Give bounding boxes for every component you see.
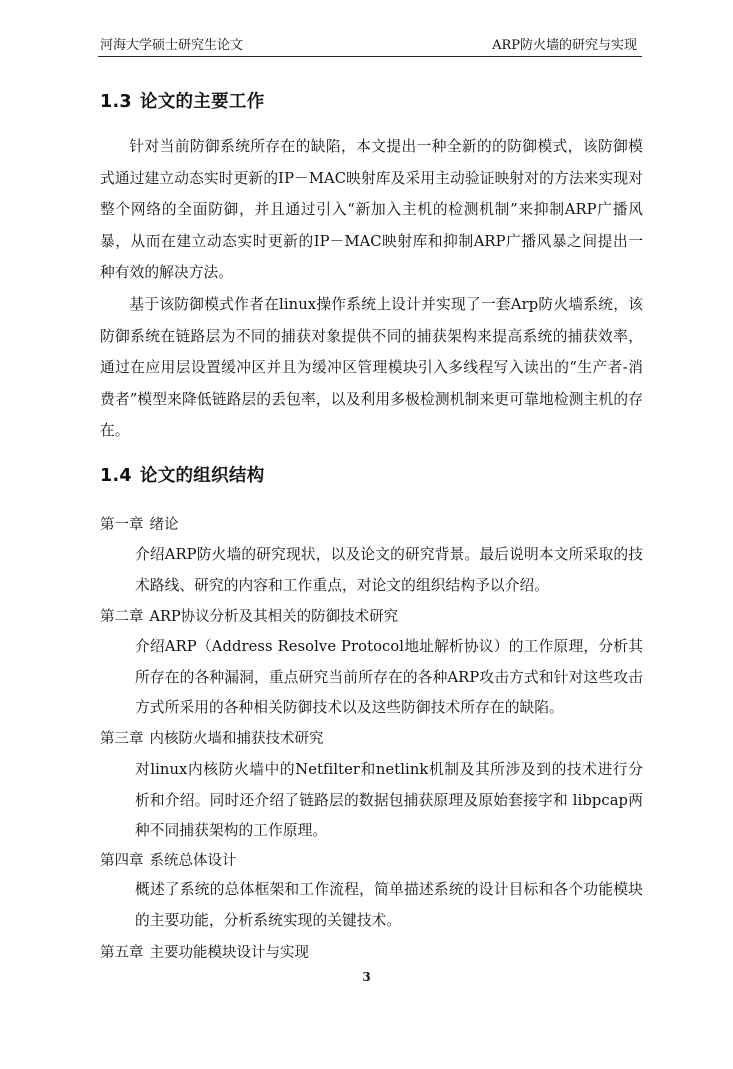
chapter-description-3: 对linux内核防火墙中的Netfilter和netlink机制及其所涉及到的技术进行分析和介绍。同时还介绍了链路层的数据包捕获原理及原始套接字和 libpcap两种不同捕获架构的工作原理。 — [135, 761, 643, 839]
chapter-label: 第五章 — [100, 945, 144, 961]
running-header-institution: 河海大学硕士研究生论文 — [100, 38, 244, 53]
chapter-title: 系统总体设计 — [149, 853, 237, 869]
chapter-description-4: 概述了系统的总体框架和工作流程，简单描述系统的设计目标和各个功能模块的主要功能，分析系统实现的关键技术。 — [135, 881, 643, 929]
chapter-heading-4 — [100, 850, 237, 872]
chapter-title: ARP协议分析及其相关的防御技术研究 — [149, 609, 399, 625]
chapter-title: 内核防火墙和捕获技术研究 — [149, 731, 324, 747]
chapter-heading-5 — [100, 942, 309, 964]
page-number: 3 — [362, 970, 371, 984]
chapter-title: 绪论 — [149, 517, 179, 533]
chapter-heading-3 — [100, 728, 324, 750]
section-heading-1-3 — [100, 88, 265, 113]
chapter-label: 第四章 — [100, 853, 144, 869]
chapter-label: 第一章 — [100, 517, 144, 533]
section-title: 论文的主要工作 — [139, 92, 265, 112]
chapter-heading-1 — [100, 514, 179, 536]
chapter-label: 第三章 — [100, 731, 144, 747]
section-heading-1-4 — [100, 462, 265, 487]
chapter-description-2: 介绍ARP（Address Resolve Protocol地址解析协议）的工作原理，分析其所存在的各种漏洞，重点研究当前所存在的各种ARP攻击方式和针对这些攻击方式所采用的各种相关防御技术以及这些防御技术所存在的缺陷。 — [135, 638, 643, 716]
running-header-title: ARP防火墙的研究与实现 — [492, 38, 637, 53]
section-title: 论文的组织结构 — [139, 466, 265, 486]
chapter-description-1: 介绍ARP防火墙的研究现状，以及论文的研究背景。最后说明本文所采取的技术路线、研究的内容和工作重点，对论文的组织结构予以介绍。 — [135, 546, 643, 594]
chapter-heading-2 — [100, 606, 398, 628]
header-rule — [98, 56, 642, 57]
chapter-label: 第二章 — [100, 609, 144, 625]
body-paragraph-firewall-design: 基于该防御模式作者在linux操作系统上设计并实现了一套Arp防火墙系统，该防御系统在链路层为不同的捕获对象提供不同的捕获架构来提高系统的捕获效率，通过在应用层设置缓冲区并且为缓冲区管理模块引入多线程写入读出的“生产者-消费者”模型来降低链路层的丢包率，以及利用多极检测机制来更可靠地检测主机的存在。 — [100, 296, 643, 439]
body-paragraph-main-work: 针对当前防御系统所存在的缺陷，本文提出一种全新的的防御模式，该防御模式通过建立动态实时更新的IP－MAC映射库及采用主动验证映射对的方法来实现对整个网络的全面防御，并且通过引入“新加入主机的检测机制”来抑制ARP广播风暴，从而在建立动态实时更新的IP－MAC映射库和抑制ARP广播风暴之间提出一种有效的解决方法。 — [100, 138, 643, 281]
section-number: 1.4 — [100, 466, 132, 486]
chapter-title: 主要功能模块设计与实现 — [149, 945, 309, 961]
section-number: 1.3 — [100, 92, 132, 112]
